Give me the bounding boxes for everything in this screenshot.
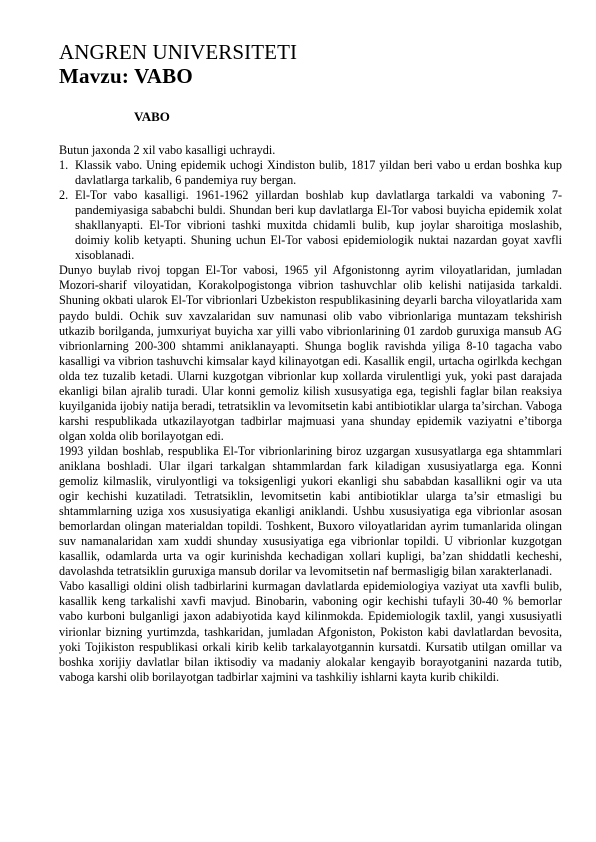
topic-title: Mavzu: VABO bbox=[59, 64, 193, 88]
body-paragraph: 1993 yildan boshlab, respublika El-Tor vibrionlarining biroz uzgargan xususyatlarga ega shtammlari aniklana boshladi. Ular ilgari tarkalgan shtammlardan fark kiladigan xususiyatlarga ega. Konni gemoliz kilmaslik, virulyontligi va toksigenligi yukori ekanligi shu sababdan kasallikni ogir va uta ogir kechishi kuzatiladi. Tetratsiklin, levomitsetin kabi antibiotiklar ularga ta’sir etmasligi bu shtammlarning uziga xos xususiyatiga ekanligi aniklandi. Ushbu xususiyatiga ega vibrionlar asosan bemorlardan olingan materialdan topildi. Toshkent, Buxoro viloyatlaridan ayrim tumanlarida olingan suv namanalaridan xam xuddi shunday xususiyatiga ega vibrionlar topildi. U vibrionlar kuzgotgan kasallik, odamlarda urta va ogir kurinishda kechadigan xollari kupligi, ba’zan shiddatli kecheshi, davolashda tetratsiklin guruxiga mansub dorilar va levomitsetin naf bermasligig bilan xarakterlanadi. bbox=[59, 443, 562, 579]
body-paragraph: Vabo kasalligi oldini olish tadbirlarini kurmagan davlatlarda epidemiologiya vaziyat uta xavfli bulib, kasallik keng tarkalishi xavfi mavjud. Binobarin, vaboning ogir kechishi tufayli 30-40 % bemorlar vabo kurboni bulganligi jaxon adabiyotida kayd kilinmokda. Epidemiologik taxlil, yangi xususiyatli virionlar bizning yurtimzda, tashkaridan, jumladan Afgoniston, Pokiston kabi davlatlardan bevosita, yoki Tojikiston respublikasi orkali kirib kelib tarkalayotgannin kursatdi. Kursatib utilgan omillar va boshka xorijiy davlatlar bilan iktisodiy va madaniy alokalar kengayib borayotganini nazarda tutib, vaboga karshi olib borilayotgan tadbirlar xajmini va tashkiliy ishlarni kayta kurib chikildi. bbox=[59, 579, 562, 684]
list-item bbox=[59, 188, 562, 263]
list-item-number: 1. bbox=[59, 158, 69, 173]
list-item-text: El-Tor vabo kasalligi. 1961-1962 yillardan boshlab kup davlatlarga tarkaldi va vaboning 7-pandemiyasiga sababchi buldi. Shundan beri kup davlatlarga El-Tor vabosi buyicha epidemik xolat shakllanyapti. El-Tor vibrioni tashki muxitda chidamli bulib, kup joylar sharoitiga moslashib, doimiy kolib ketyapti. Shuning uchun El-Tor vabosi epidemiologik nuktai nazardan goyat xavfli xisoblanadi. bbox=[75, 188, 562, 263]
body-paragraph: Dunyo buylab rivoj topgan El-Tor vabosi, 1965 yil Afgonistonng ayrim viloyatlaridan, jumladan Mozori-sharif viloyatidan, Korakolpogistonga vibrion tashuvchlar olib kelishi natijasida tarkaldi. Shuning okbati ularok El-Tor vibrionlari Uzbekiston respublikasining deyarli barcha viloyatlarida xam paydo buldi. Ochik suv xavzalaridan suv namunasi olib vabo vibrionlariga muntazam tekshirish utkazib borilganda, jumxuriyat buyicha xar yilli vabo vibrionlarining 01 zardob guruxiga mansub AG vibrionlarning 200-300 shtammi aniklanayapti. Shunga boglik ravishda yiliga 8-10 tagacha vabo kasalligi va vibrion tashuvchi kimsalar kayd kilinayotgan edi. Kasallik engil, urtacha ogirlkda kechgan olda tez tuzalib ketadi. Ularni kuzgotgan vibrionlar kup xollarda virulentligi yuk, yoki past darajada ekanligi bilan ajralib turadi. Ular konni gemoliz kilish xususyatiga ega, tegishli faglar bilan reaksiya kuyilganida ijobiy natija beradi, tetratsiklin va levomitsetin kabi antibiotiklar ularga ta’sirchan. Vaboga karshi respublikada utkazilayotgan tadbirlar majmuasi yana shunday epidemik vaziyatni e’tiborga olgan xolda olib borilayotgan edi. bbox=[59, 263, 562, 443]
intro-paragraph: Butun jaxonda 2 xil vabo kasalligi uchraydi. bbox=[59, 143, 276, 157]
section-subtitle: VABO bbox=[134, 109, 170, 124]
list-item-number: 2. bbox=[59, 188, 69, 203]
list-item bbox=[59, 158, 562, 188]
list-item-text: Klassik vabo. Uning epidemik uchogi Xindiston bulib, 1817 yildan beri vabo u erdan boshka kup davlatlarga tarkalib, 6 pandemiya ruy bergan. bbox=[75, 158, 562, 188]
document-body bbox=[59, 143, 562, 685]
vabo-types-list bbox=[59, 158, 562, 263]
university-title: ANGREN UNIVERSITETI bbox=[59, 40, 298, 64]
